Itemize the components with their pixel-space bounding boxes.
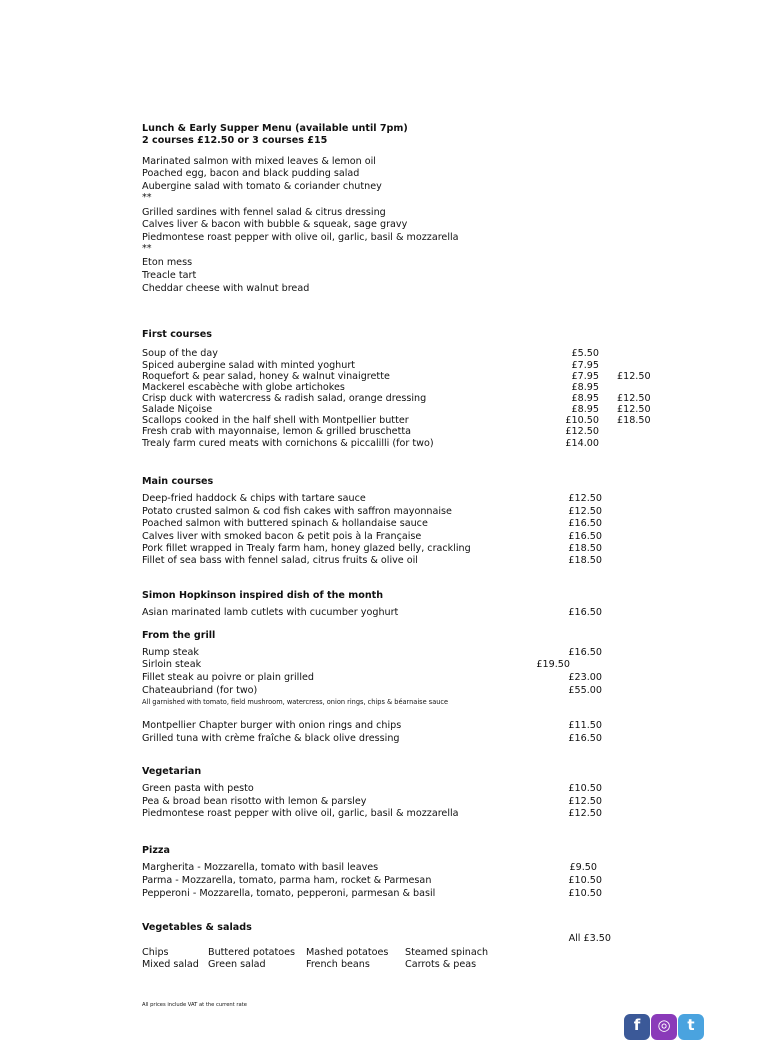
instagram-icon[interactable]: ◎	[651, 1014, 677, 1040]
menu-item-name: Trealy farm cured meats with cornichons & piccalilli (for two)	[142, 438, 434, 449]
twitter-icon[interactable]: t	[678, 1014, 704, 1040]
lunch-separator: **	[142, 192, 152, 203]
menu-item-name: Rump steak	[142, 647, 199, 658]
menu-item-name: Potato crusted salmon & cod fish cakes with saffron mayonnaise	[142, 506, 452, 517]
menu-item-name: Fresh crab with mayonnaise, lemon & grilled bruschetta	[142, 426, 411, 437]
menu-item-main-price: £12.50	[617, 371, 651, 382]
lunch-line: Grilled sardines with fennel salad & citrus dressing	[142, 207, 386, 218]
menu-item-name: Chateaubriand (for two)	[142, 685, 258, 696]
menu-item-price: £10.50	[565, 415, 599, 426]
vegetable-item: French beans	[306, 959, 370, 970]
grill-garnish-note: All garnished with tomato, field mushroom, watercress, onion rings, chips & béarnaise sauce	[142, 698, 449, 706]
menu-item-name: Mackerel escabèche with globe artichokes	[142, 382, 345, 393]
menu-item-name: Salade Niçoise	[142, 404, 213, 415]
menu-item-price: £7.95	[571, 371, 599, 382]
menu-item-price: £19.50	[536, 659, 570, 670]
menu-item-price: £8.95	[571, 404, 599, 415]
menu-item-name: Fillet of sea bass with fennel salad, citrus fruits & olive oil	[142, 555, 418, 566]
menu-item-price: £16.50	[568, 518, 602, 529]
menu-item-price: £16.50	[568, 531, 602, 542]
section-heading-main-courses: Main courses	[142, 476, 214, 487]
vegetable-item: Carrots & peas	[405, 959, 477, 970]
menu-item-name: Grilled tuna with crème fraîche & black olive dressing	[142, 733, 400, 744]
menu-item-price: £55.00	[568, 685, 602, 696]
menu-item-price: £9.50	[569, 862, 597, 873]
menu-item-price: £8.95	[571, 382, 599, 393]
lunch-separator: **	[142, 243, 152, 254]
facebook-icon[interactable]: f	[624, 1014, 650, 1040]
menu-item-price: £14.00	[565, 438, 599, 449]
vegetable-item: Buttered potatoes	[208, 947, 295, 958]
menu-item-name: Spiced aubergine salad with minted yoghurt	[142, 360, 356, 371]
menu-item-name: Asian marinated lamb cutlets with cucumber yoghurt	[142, 607, 399, 618]
menu-item-price: £12.50	[568, 493, 602, 504]
lunch-line: Poached egg, bacon and black pudding salad	[142, 168, 360, 179]
menu-item-name: Piedmontese roast pepper with olive oil, garlic, basil & mozzarella	[142, 808, 459, 819]
menu-item-name: Margherita - Mozzarella, tomato with basil leaves	[142, 862, 379, 873]
lunch-line: Treacle tart	[142, 270, 197, 281]
menu-item-price: £12.50	[568, 796, 602, 807]
menu-item-price: £12.50	[568, 808, 602, 819]
menu-item-price: £16.50	[568, 607, 602, 618]
lunch-line: Eton mess	[142, 257, 193, 268]
menu-item-price: £23.00	[568, 672, 602, 683]
vat-note: All prices include VAT at the current rate	[142, 1002, 247, 1008]
section-heading-grill: From the grill	[142, 630, 216, 641]
lunch-line: Aubergine salad with tomato & coriander chutney	[142, 181, 382, 192]
menu-item-price: £10.50	[568, 783, 602, 794]
menu-item-price: £16.50	[568, 733, 602, 744]
menu-item-name: Roquefort & pear salad, honey & walnut vinaigrette	[142, 371, 390, 382]
lunch-subtitle: 2 courses £12.50 or 3 courses £15	[142, 135, 328, 146]
section-heading-vegetables: Vegetables & salads	[142, 922, 252, 933]
menu-item-name: Poached salmon with buttered spinach & hollandaise sauce	[142, 518, 428, 529]
menu-item-name: Calves liver with smoked bacon & petit pois à la Française	[142, 531, 422, 542]
lunch-line: Cheddar cheese with walnut bread	[142, 283, 310, 294]
menu-item-price: £11.50	[568, 720, 602, 731]
menu-item-price: £12.50	[568, 506, 602, 517]
menu-item-name: Scallops cooked in the half shell with Montpellier butter	[142, 415, 409, 426]
lunch-line: Piedmontese roast pepper with olive oil, garlic, basil & mozzarella	[142, 232, 459, 243]
vegetable-item: Mashed potatoes	[306, 947, 389, 958]
vegetable-item: Mixed salad	[142, 959, 199, 970]
menu-item-name: Soup of the day	[142, 348, 218, 359]
menu-item-price: £7.95	[571, 360, 599, 371]
menu-item-name: Montpellier Chapter burger with onion rings and chips	[142, 720, 402, 731]
menu-item-price: £18.50	[568, 555, 602, 566]
vegetable-item: Green salad	[208, 959, 266, 970]
menu-item-name: Deep-fried haddock & chips with tartare sauce	[142, 493, 366, 504]
menu-item-name: Pepperoni - Mozzarella, tomato, pepperoni, parmesan & basil	[142, 888, 436, 899]
lunch-line: Calves liver & bacon with bubble & squeak, sage gravy	[142, 219, 408, 230]
section-heading-vegetarian: Vegetarian	[142, 766, 202, 777]
menu-item-name: Crisp duck with watercress & radish salad, orange dressing	[142, 393, 427, 404]
menu-item-main-price: £18.50	[617, 415, 651, 426]
menu-item-price: £16.50	[568, 647, 602, 658]
vegetables-price: All £3.50	[568, 933, 611, 944]
vegetable-item: Chips	[142, 947, 169, 958]
menu-item-name: Green pasta with pesto	[142, 783, 254, 794]
menu-item-name: Fillet steak au poivre or plain grilled	[142, 672, 314, 683]
menu-item-price: £10.50	[568, 875, 602, 886]
menu-item-main-price: £12.50	[617, 393, 651, 404]
lunch-title: Lunch & Early Supper Menu (available until 7pm)	[142, 123, 408, 134]
vegetable-item: Steamed spinach	[405, 947, 489, 958]
menu-item-name: Pork fillet wrapped in Trealy farm ham, honey glazed belly, crackling	[142, 543, 471, 554]
menu-item-name: Sirloin steak	[142, 659, 202, 670]
menu-item-price: £10.50	[568, 888, 602, 899]
menu-item-main-price: £12.50	[617, 404, 651, 415]
menu-item-price: £12.50	[565, 426, 599, 437]
menu-item-price: £18.50	[568, 543, 602, 554]
menu-item-name: Pea & broad bean risotto with lemon & parsley	[142, 796, 367, 807]
lunch-line: Marinated salmon with mixed leaves & lemon oil	[142, 156, 376, 167]
menu-item-price: £8.95	[571, 393, 599, 404]
menu-item-name: Parma - Mozzarella, tomato, parma ham, rocket & Parmesan	[142, 875, 432, 886]
section-heading-first-courses: First courses	[142, 329, 212, 340]
menu-item-price: £5.50	[571, 348, 599, 359]
section-heading-pizza: Pizza	[142, 845, 170, 856]
section-heading-dish-of-the-month: Simon Hopkinson inspired dish of the month	[142, 590, 384, 601]
